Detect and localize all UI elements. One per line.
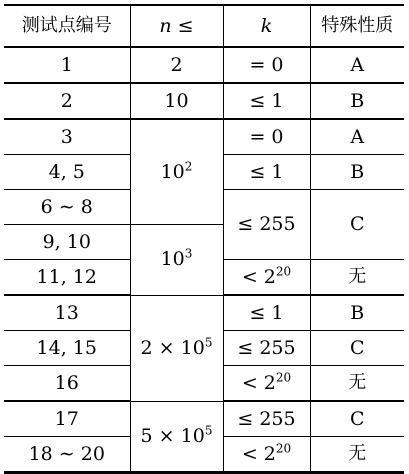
cell-n-merged: [130, 119, 223, 225]
cell-n-exponent: 3: [184, 246, 193, 261]
cell-n-base: 2 × 10: [140, 336, 205, 359]
cell-special: A: [310, 119, 404, 155]
cell-n: 2: [130, 47, 223, 83]
cell-k-base: < 2: [241, 265, 276, 288]
table-row: [4, 401, 404, 437]
cell-n-exponent: 5: [204, 423, 213, 438]
cell-test-id: 16: [4, 366, 130, 402]
cell-k-base: < 2: [241, 371, 276, 394]
cell-k-base: < 2: [241, 442, 276, 465]
constraints-table: [4, 4, 404, 474]
cell-n-merged: [130, 401, 223, 473]
cell-n-exponent: 2: [184, 159, 193, 174]
table-row: [4, 295, 404, 331]
cell-test-id: 11, 12: [4, 260, 130, 296]
header-k: k: [223, 5, 310, 47]
cell-k: [223, 437, 310, 473]
cell-test-id: 1: [4, 47, 130, 83]
cell-n-merged: [130, 225, 223, 296]
cell-k-merged: ≤ 255: [223, 190, 310, 260]
cell-special: B: [310, 295, 404, 331]
cell-k: = 0: [223, 47, 310, 83]
cell-test-id: 14, 15: [4, 331, 130, 366]
header-n: n ≤: [130, 5, 223, 47]
table-row: [4, 83, 404, 119]
cell-k: [223, 366, 310, 402]
cell-special: 无: [310, 260, 404, 296]
cell-k-exponent: 20: [275, 264, 292, 279]
cell-n-base: 10: [160, 160, 185, 183]
cell-special: 无: [310, 437, 404, 473]
table-row: [4, 47, 404, 83]
header-special: 特殊性质: [310, 5, 404, 47]
cell-n-exponent: 5: [204, 335, 213, 350]
cell-test-id: 17: [4, 401, 130, 437]
cell-n: 10: [130, 83, 223, 119]
cell-k-exponent: 20: [275, 370, 292, 385]
cell-test-id: 13: [4, 295, 130, 331]
cell-k: ≤ 255: [223, 401, 310, 437]
cell-special: C: [310, 401, 404, 437]
cell-special: B: [310, 83, 404, 119]
cell-test-id: 3: [4, 119, 130, 155]
cell-special: A: [310, 47, 404, 83]
cell-test-id: 6 ∼ 8: [4, 190, 130, 225]
cell-test-id: 4, 5: [4, 155, 130, 190]
table-row: [4, 119, 404, 155]
header-test-id: 测试点编号: [4, 5, 130, 47]
cell-special-merged: C: [310, 190, 404, 260]
cell-special: 无: [310, 366, 404, 402]
cell-n-merged: [130, 295, 223, 401]
cell-special: C: [310, 331, 404, 366]
header-row: [4, 5, 404, 47]
cell-test-id: 9, 10: [4, 225, 130, 260]
cell-k-exponent: 20: [275, 441, 292, 456]
cell-test-id: 18 ∼ 20: [4, 437, 130, 473]
cell-k: ≤ 255: [223, 331, 310, 366]
cell-k: ≤ 1: [223, 295, 310, 331]
cell-test-id: 2: [4, 83, 130, 119]
cell-k: ≤ 1: [223, 83, 310, 119]
cell-k: ≤ 1: [223, 155, 310, 190]
cell-k: = 0: [223, 119, 310, 155]
cell-k: [223, 260, 310, 296]
cell-special: B: [310, 155, 404, 190]
cell-n-base: 5 × 10: [140, 424, 205, 447]
cell-n-base: 10: [160, 248, 185, 271]
